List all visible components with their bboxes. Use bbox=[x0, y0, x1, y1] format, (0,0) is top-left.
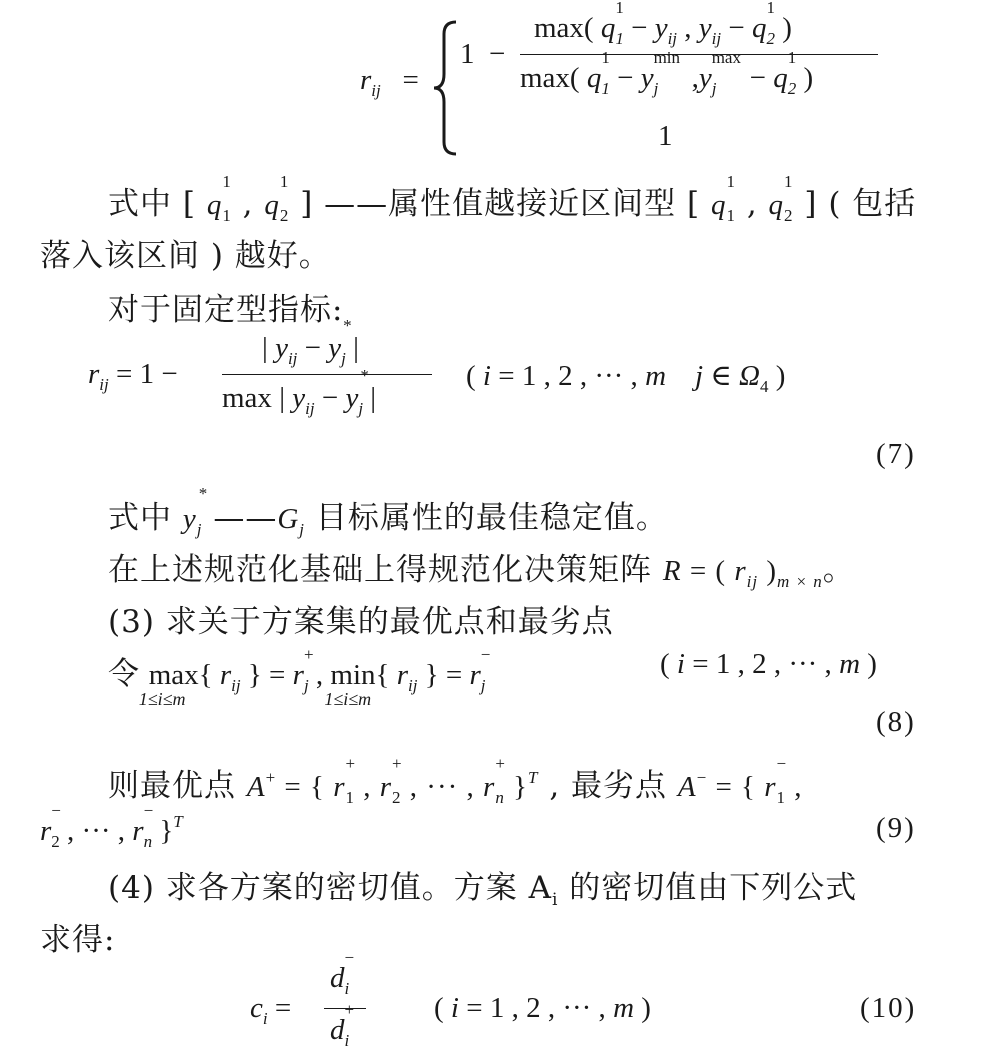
para1-q4-sup: 1 bbox=[784, 172, 794, 191]
eq6-one-minus bbox=[460, 38, 505, 71]
eq7-cond-omega: Ω bbox=[739, 360, 761, 392]
para4-R: R bbox=[662, 555, 682, 587]
eq6-fraction-line bbox=[520, 54, 878, 55]
eq8-cond-i: i bbox=[676, 648, 685, 680]
eq7-numerator bbox=[262, 316, 359, 369]
eq7-den-y-sub: ij bbox=[305, 399, 315, 418]
para6-r2: r bbox=[379, 771, 393, 803]
para6-r2-sub: 2 bbox=[392, 788, 402, 807]
para4-r: r bbox=[734, 555, 747, 587]
eq6-numerator bbox=[534, 0, 792, 49]
eq6-case2: 1 bbox=[658, 120, 673, 152]
para1-suffix: ] ( 包括 bbox=[793, 186, 917, 222]
eq9-number: (9) bbox=[876, 812, 916, 844]
eq6-num-open: max( bbox=[534, 12, 601, 44]
eq6-den-q-sub: 1 bbox=[601, 79, 610, 98]
eq6-den-open: max( bbox=[520, 62, 587, 94]
para6-line2-T: T bbox=[173, 812, 183, 831]
eq7-num-ys: y bbox=[328, 332, 342, 364]
para3-dash: —— bbox=[202, 500, 278, 536]
para6-eq2: = { bbox=[707, 771, 765, 803]
eq7-den-ys-sub: j bbox=[358, 399, 364, 418]
eq6-lhs bbox=[360, 64, 419, 101]
eq8-cond-close: ) bbox=[860, 648, 877, 680]
eq7-num-ys-sup: * bbox=[343, 316, 352, 335]
eq8-rm-sup: − bbox=[480, 645, 491, 664]
para6-r3-sup: − bbox=[776, 754, 788, 773]
para1-q2-sub: 2 bbox=[279, 206, 290, 225]
eq7-lhs bbox=[88, 358, 178, 395]
para6-close: } bbox=[504, 771, 528, 803]
eq7-denominator bbox=[222, 366, 377, 419]
eq6-num-mid1: − bbox=[623, 12, 655, 44]
para6-prefix: 则最优点 bbox=[108, 768, 247, 804]
eq6-num-y2-sub: ij bbox=[711, 29, 722, 48]
para6-r3: r bbox=[764, 771, 777, 803]
eq6-den-close: ) bbox=[796, 62, 814, 94]
para6-c2: , ··· , bbox=[401, 771, 484, 803]
eq7-den-y: y bbox=[292, 382, 306, 414]
para3-prefix: 式中 bbox=[108, 500, 183, 536]
eq6-one: 1 bbox=[460, 38, 475, 70]
eq6-den-y: y bbox=[640, 62, 654, 94]
para7-suffix: 的密切值由下列公式 bbox=[558, 870, 858, 906]
eq6-equals: = bbox=[388, 64, 419, 96]
eq8-rp-sub: j bbox=[303, 676, 309, 695]
eq7-cond-mid: = 1 , 2 , ··· , bbox=[490, 360, 646, 392]
eq10-num-sub: i bbox=[344, 979, 350, 998]
eq6-lhs-r: r bbox=[360, 64, 372, 96]
eq10-numerator bbox=[330, 948, 355, 999]
para3-suffix: 目标属性的最佳稳定值。 bbox=[305, 500, 668, 536]
eq6-denominator bbox=[520, 48, 814, 99]
eq10-cond-open: ( bbox=[434, 992, 451, 1024]
eq10-condition bbox=[434, 992, 651, 1025]
eq7-den-ys: y bbox=[345, 382, 359, 414]
para3-y: y bbox=[182, 503, 197, 535]
para1-mid: ] ——属性值越接近区间型 [ bbox=[289, 186, 711, 222]
eq10-cond-i: i bbox=[450, 992, 459, 1024]
para6-c1: , bbox=[355, 771, 380, 803]
para1-q3-sup: 1 bbox=[726, 172, 736, 191]
eq8-r2: r bbox=[396, 659, 409, 691]
eq8-eq2: = bbox=[438, 659, 470, 691]
eq6-num-y2: y bbox=[698, 12, 712, 44]
eq6-minus: − bbox=[489, 38, 506, 70]
eq6-left-brace bbox=[432, 18, 462, 158]
para6-r3-sub: 1 bbox=[776, 788, 787, 807]
para7-sub: i bbox=[552, 890, 559, 910]
eq6-lhs-sub: ij bbox=[371, 81, 381, 100]
para6-rn-sub: n bbox=[495, 788, 505, 807]
eq7-cond-open: ( bbox=[466, 360, 483, 392]
para1-q4: q bbox=[768, 189, 785, 221]
eq7-num-y: y bbox=[275, 332, 288, 364]
eq7-den-max: max bbox=[222, 382, 280, 414]
eq8-rp-sup: + bbox=[303, 645, 314, 664]
para4-close: ) bbox=[758, 555, 778, 587]
para1-q2: q bbox=[264, 189, 280, 221]
eq6-num-mid2: − bbox=[721, 12, 752, 44]
para4-prefix: 在上述规范化基础上得规范化决策矩阵 bbox=[108, 552, 663, 588]
eq8-brace2: { bbox=[375, 659, 397, 691]
eq7-fraction-line bbox=[222, 374, 432, 375]
eq8-cond-open: ( bbox=[660, 648, 677, 680]
para6-line2 bbox=[40, 801, 183, 852]
eq7-num-bar2: | bbox=[345, 332, 359, 364]
eq10-lhs bbox=[250, 992, 291, 1029]
eq6-num-close: ) bbox=[774, 12, 792, 44]
eq8-r1-sub: ij bbox=[231, 676, 241, 695]
para6-A2: A bbox=[677, 771, 697, 803]
para6-r1: r bbox=[333, 771, 346, 803]
eq8-r2-sub: ij bbox=[408, 676, 418, 695]
eq10-cond-m: m bbox=[613, 992, 635, 1024]
eq10-denominator bbox=[330, 1000, 355, 1051]
eq6-den-y2-sub: j bbox=[711, 79, 717, 98]
eq8-max: max bbox=[148, 659, 199, 691]
eq8-number: (8) bbox=[876, 706, 916, 738]
eq8-cond-mid: = 1 , 2 , ··· , bbox=[684, 648, 840, 680]
eq7-eq-one-minus: = 1 − bbox=[108, 358, 178, 390]
para3-g: G bbox=[277, 503, 300, 535]
eq8-ling: 令 bbox=[108, 656, 149, 691]
eq7-lhs-sub: ij bbox=[99, 375, 109, 394]
eq6-num-comma: , bbox=[677, 12, 699, 44]
eq7-cond-m: m bbox=[645, 360, 667, 392]
eq10-lhs-c: c bbox=[250, 992, 263, 1024]
eq10-lhs-sub: i bbox=[262, 1009, 268, 1028]
eq6-den-q2-sub: 2 bbox=[787, 79, 797, 98]
para6-line2-rn-sup: − bbox=[143, 801, 154, 820]
eq10-eq: = bbox=[267, 992, 292, 1024]
eq10-number: (10) bbox=[860, 992, 917, 1024]
para3-g-sub: j bbox=[299, 520, 306, 539]
eq8 bbox=[108, 645, 491, 709]
eq6-den-mid1: − bbox=[609, 62, 641, 94]
para6-line1 bbox=[108, 754, 803, 808]
para7-prefix: (4) 求各方案的密切值。方案 A bbox=[108, 870, 553, 906]
eq8-rp: r bbox=[292, 659, 304, 691]
para1-comma: , bbox=[231, 186, 265, 222]
para6-c3: , bbox=[786, 771, 803, 803]
eq7-cond-in: ∈ bbox=[703, 360, 740, 392]
eq6-den-q: q bbox=[586, 62, 602, 94]
eq7-den-minus: − bbox=[314, 382, 346, 414]
eq6-den-y2-sup: max bbox=[711, 48, 741, 67]
eq6-num-q: q bbox=[600, 12, 616, 44]
eq7-num-bar1: | bbox=[262, 332, 276, 364]
eq6-num-q2: q bbox=[751, 12, 767, 44]
para1-q2-sup: 1 bbox=[279, 172, 290, 191]
eq10-num-d: d bbox=[330, 962, 345, 994]
eq8-brace1c: } bbox=[240, 659, 262, 691]
eq6-num-q-sup: 1 bbox=[615, 0, 624, 17]
eq8-min: min bbox=[330, 659, 376, 691]
eq7-den-ys-sup: * bbox=[360, 366, 369, 385]
para4-dims: m × n bbox=[777, 572, 823, 591]
eq10-cond-mid: = 1 , 2 , ··· , bbox=[458, 992, 614, 1024]
eq8-sep: , bbox=[308, 659, 331, 691]
para6-r1-sub: 1 bbox=[345, 788, 355, 807]
para1-line2: 落入该区间 ) 越好。 bbox=[40, 238, 331, 274]
eq7-num-minus: − bbox=[297, 332, 329, 364]
eq8-eq1: = bbox=[261, 659, 293, 691]
eq7-cond-close: ) bbox=[768, 360, 786, 392]
eq8-rm: r bbox=[469, 659, 481, 691]
eq6-den-y-sup: min bbox=[653, 48, 681, 67]
eq10-cond-close: ) bbox=[634, 992, 651, 1024]
para1-line1 bbox=[108, 172, 917, 226]
eq8-min-under: 1≤i≤m bbox=[324, 689, 372, 709]
para6-line2-close: } bbox=[152, 815, 174, 847]
para6-mid: , 最劣点 bbox=[538, 768, 678, 804]
eq10-den-d: d bbox=[330, 1014, 345, 1046]
para6-line2-rn: r bbox=[132, 815, 144, 847]
eq10-den-sup: + bbox=[344, 1000, 355, 1019]
eq6-num-q-sub: 1 bbox=[615, 29, 624, 48]
eq8-rm-sub: j bbox=[480, 676, 486, 695]
para1-q3: q bbox=[710, 189, 727, 221]
para1-q3-sub: 1 bbox=[726, 206, 736, 225]
eq6-num-q2-sub: 2 bbox=[766, 29, 775, 48]
para3 bbox=[108, 484, 668, 540]
para6-r1-sup: + bbox=[345, 754, 357, 773]
eq8-max-under: 1≤i≤m bbox=[138, 689, 186, 709]
para1-prefix: 式中 [ bbox=[108, 186, 207, 222]
eq7-condition bbox=[466, 358, 785, 397]
eq7-lhs-r: r bbox=[88, 358, 100, 390]
para4-end: 。 bbox=[822, 552, 855, 588]
para5: (3) 求关于方案集的最优点和最劣点 bbox=[108, 604, 614, 640]
eq10-num-sup: − bbox=[344, 948, 355, 967]
para7-line2: 求得: bbox=[40, 922, 116, 958]
eq7-den-bar1: | bbox=[279, 382, 293, 414]
para6-r2-sup: + bbox=[392, 754, 403, 773]
para6-line2-r-sub: 2 bbox=[51, 832, 60, 851]
para3-y-sup: * bbox=[198, 484, 209, 503]
eq6-den-mid2: − bbox=[742, 62, 774, 94]
eq10-den-sub: i bbox=[344, 1031, 350, 1050]
para6-rn: r bbox=[483, 771, 496, 803]
para6-A: A bbox=[246, 771, 266, 803]
eq6-den-y2: y bbox=[698, 62, 712, 94]
para6-line2-r-sup: − bbox=[51, 801, 61, 820]
eq7-den-bar2: | bbox=[363, 382, 377, 414]
eq6-den-q2-sup: 1 bbox=[787, 48, 797, 67]
para6-line2-rn-sub: n bbox=[143, 832, 153, 851]
para6-rn-sup: + bbox=[495, 754, 506, 773]
para6-line2-r: r bbox=[40, 815, 52, 847]
para7-line1 bbox=[108, 862, 857, 910]
eq7-number: (7) bbox=[876, 438, 916, 470]
eq6-num-y-sub: ij bbox=[667, 29, 678, 48]
para1-q1-sub: 1 bbox=[222, 206, 232, 225]
eq7-num-y-sub: ij bbox=[287, 349, 298, 368]
eq7-cond-omega-sub: 4 bbox=[760, 377, 769, 396]
para1-q4-sub: 2 bbox=[784, 206, 794, 225]
para6-A2-sup: − bbox=[696, 768, 708, 787]
eq6-den-q-sup: 1 bbox=[601, 48, 610, 67]
eq6-num-q2-sup: 1 bbox=[766, 0, 775, 17]
para4-eq: = ( bbox=[681, 555, 735, 587]
para6-eq: = { bbox=[276, 771, 334, 803]
para3-y-sub: j bbox=[196, 520, 203, 539]
para1-comma2: , bbox=[735, 186, 769, 222]
eq8-condition bbox=[660, 648, 877, 681]
eq6-den-comma: , bbox=[684, 62, 699, 94]
para6-T: T bbox=[528, 768, 539, 787]
para6-A-sup: + bbox=[265, 768, 277, 787]
para2: 对于固定型指标: bbox=[108, 292, 344, 328]
para1-q1: q bbox=[206, 189, 223, 221]
para4 bbox=[108, 544, 855, 592]
eq7-cond-j: j bbox=[695, 360, 704, 392]
eq8-r1: r bbox=[219, 659, 232, 691]
para4-r-sub: ij bbox=[746, 572, 759, 591]
eq7-num-ys-sub: j bbox=[341, 349, 346, 368]
para6-line2-c: , ··· , bbox=[59, 815, 133, 847]
eq7-cond-i: i bbox=[482, 360, 491, 392]
eq8-brace1: { bbox=[198, 659, 220, 691]
eq6-den-y-sub: j bbox=[653, 79, 659, 98]
eq6-num-y: y bbox=[654, 12, 668, 44]
para1-q1-sup: 1 bbox=[222, 172, 232, 191]
eq8-cond-m: m bbox=[839, 648, 861, 680]
eq8-brace2c: } bbox=[417, 659, 439, 691]
eq6-den-q2: q bbox=[773, 62, 788, 94]
